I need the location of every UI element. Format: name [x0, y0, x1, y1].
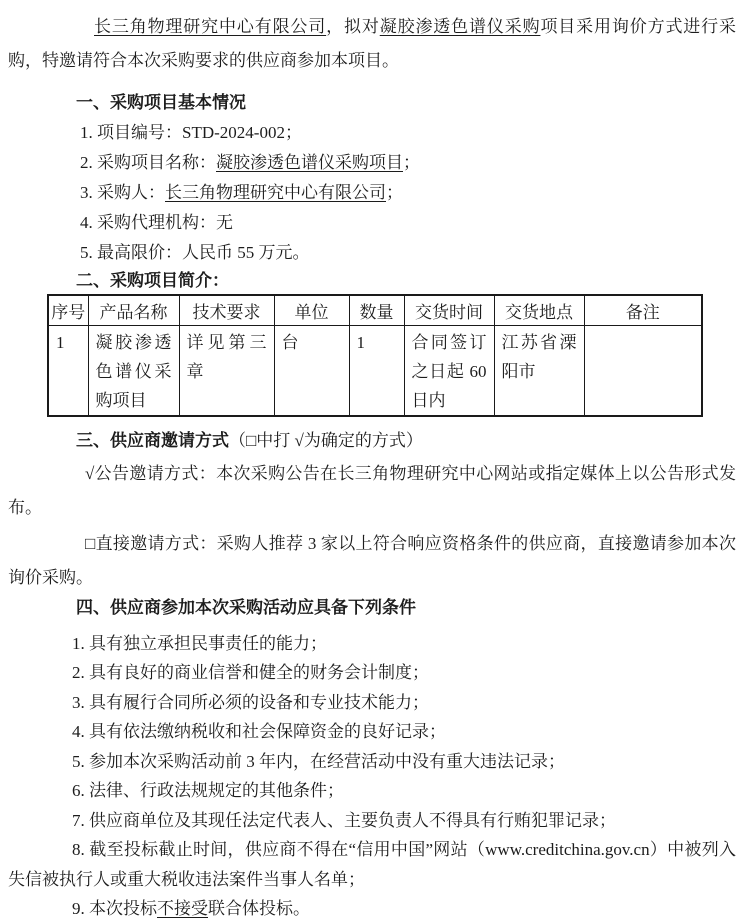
intro-text-rest: 项目采用询价方式进行采购，特邀请符合本次采购要求的供应商参加本项目。: [8, 17, 737, 70]
section3-heading-note: （□中打 √为确定的方式）: [229, 430, 423, 450]
list-item-project-name: [8, 148, 736, 178]
condition-item-3: [8, 688, 736, 718]
table-header-index: 序号: [48, 295, 88, 325]
table-row: [48, 325, 702, 416]
table-header-tech-requirements: 技术要求: [179, 295, 274, 325]
direct-invite-paragraph: □直接邀请方式：采购人推荐 3 家以上符合响应资格条件的供应商，直接邀请参加本次询价采购。: [8, 533, 736, 587]
item-text: 4. 采购代理机构：无: [80, 213, 233, 232]
item-text: 5. 最高限价：人民币 55 万元。: [80, 243, 310, 262]
section2-heading: 二、采购项目简介：: [76, 271, 229, 290]
cell-product-name: 凝胶渗透色谱仪采购项目: [88, 325, 179, 416]
section4-heading: 四、供应商参加本次采购活动应具备下列条件: [76, 597, 416, 617]
list-item-project-number: [8, 118, 736, 148]
condition-item-1: [8, 629, 736, 659]
item-text: 2. 采购项目名称：: [80, 153, 216, 172]
condition-item-5: [8, 747, 736, 777]
table-header-delivery-time: 交货时间: [404, 295, 494, 325]
item-text: 9. 本次投标: [72, 899, 157, 918]
buyer-name-underlined: 长三角物理研究中心有限公司: [94, 17, 327, 36]
condition-item-6: [8, 776, 736, 806]
cell-quantity: 1: [349, 325, 404, 416]
item-text: 6. 法律、行政法规规定的其他条件；: [72, 781, 344, 800]
item-underlined: 长三角物理研究中心有限公司: [165, 183, 386, 202]
table-header-delivery-place: 交货地点: [494, 295, 584, 325]
list-item-agency: [8, 208, 736, 238]
item-underlined: 凝胶渗透色谱仪采购项目: [216, 153, 403, 172]
section3-heading: [8, 425, 736, 457]
condition-item-4: [8, 717, 736, 747]
table-header-remarks: 备注: [584, 295, 702, 325]
table-header-product-name: 产品名称: [88, 295, 179, 325]
section1-heading: 一、采购项目基本情况: [76, 93, 246, 112]
item-text: 4. 具有依法缴纳税收和社会保障资金的良好记录；: [72, 722, 446, 741]
item-suffix: 联合体投标。: [208, 899, 310, 918]
cell-delivery-time: 合同签订之日起 60 日内: [404, 325, 494, 416]
list-item-price-limit: [8, 238, 736, 268]
intro-paragraph: [8, 10, 736, 78]
section3-heading-bold: 三、供应商邀请方式: [76, 430, 229, 450]
item-text: 7. 供应商单位及其现任法定代表人、主要负责人不得具有行贿犯罪记录；: [72, 810, 616, 830]
cell-unit: 台: [274, 325, 349, 416]
condition-item-7: [8, 806, 736, 836]
cell-tech-requirements: 详见第三章: [179, 325, 274, 416]
table-header-row: [48, 295, 702, 325]
item-text: 2. 具有良好的商业信誉和健全的财务会计制度；: [72, 663, 429, 682]
list-item-purchaser: [8, 178, 736, 208]
item-suffix: ；: [386, 183, 403, 202]
cell-index: 1: [48, 325, 88, 416]
condition-item-2: [8, 658, 736, 688]
announce-invite-paragraph: √公告邀请方式：本次采购公告在长三角物理研究中心网站或指定媒体上以公告形式发布。: [8, 463, 736, 517]
table-header-quantity: 数量: [349, 295, 404, 325]
cell-delivery-place: 江苏省溧阳市: [494, 325, 584, 416]
item-text: 1. 项目编号：STD-2024-002；: [80, 123, 302, 142]
cell-remarks: [584, 325, 702, 416]
condition-item-9: [8, 894, 736, 924]
condition-item-8: [8, 835, 736, 894]
item-text: 5. 参加本次采购活动前 3 年内，在经营活动中没有重大违法记录；: [72, 751, 565, 771]
project-summary-table: [47, 294, 703, 417]
project-name-underlined: 凝胶渗透色谱仪采购: [379, 17, 541, 36]
intro-text: ，拟对: [326, 17, 380, 36]
item-text: 1. 具有独立承担民事责任的能力；: [72, 633, 327, 653]
table-header-unit: 单位: [274, 295, 349, 325]
item-text: 3. 具有履行合同所必须的设备和专业技术能力；: [72, 692, 429, 712]
item-suffix: ；: [403, 153, 420, 172]
item-underlined: 不接受: [157, 899, 208, 918]
item-text: 8. 截至投标截止时间，供应商不得在“信用中国”网站（www.creditchina.gov.cn）中被列入失信被执行人或重大税收违法案件当事人名单；: [8, 840, 736, 889]
item-text: 3. 采购人：: [80, 183, 165, 202]
